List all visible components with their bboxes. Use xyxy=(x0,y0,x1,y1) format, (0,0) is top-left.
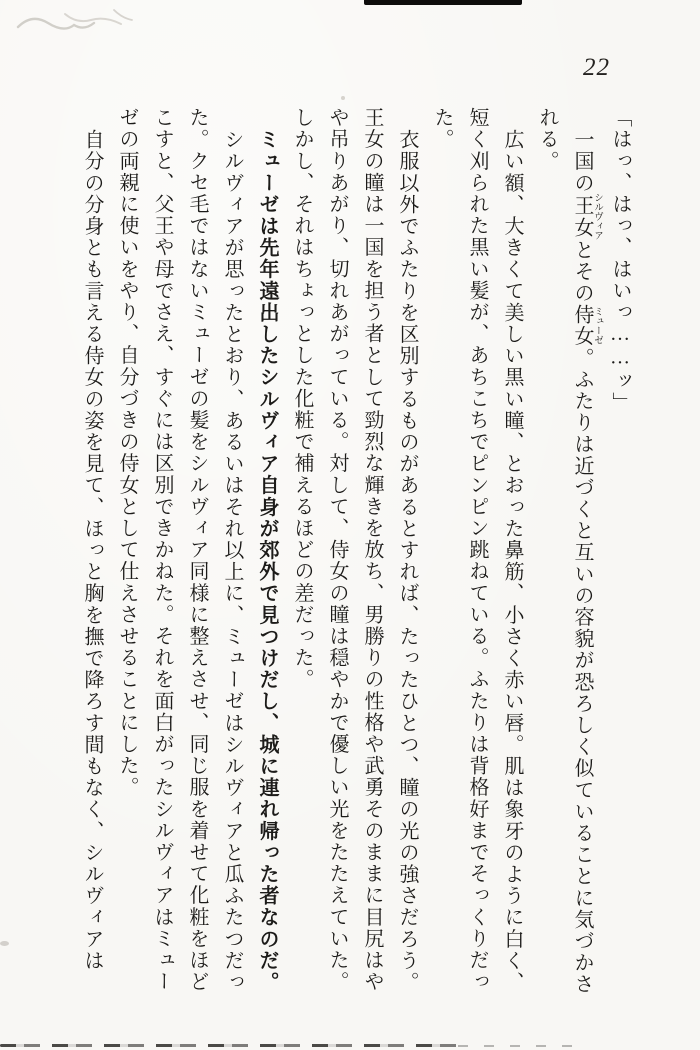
paragraph-p7: 自分の分身とも言える侍女の姿を見て、ほっと胸を撫で降ろす間もなく、シルヴィアは xyxy=(81,129,103,972)
page-number: 22 xyxy=(583,54,610,81)
paragraph-p3: 広い額、大きくて美しい黒い瞳、とおった鼻筋、小さく赤い唇。肌は象牙のように白く、短く刈られた黒い髪が、あちこちでピンピン跳ねている。ふたりは背格好までそっくりだった。 xyxy=(431,107,523,993)
scan-artifact-speck xyxy=(341,96,345,100)
paragraph-p5: ミューゼは先年遠出したシルヴィア自身が郊外で見つけだし、城に連れ帰った者なのだ。 xyxy=(256,129,278,993)
scan-artifact-top-edge-bar xyxy=(364,0,522,5)
paragraph-p1: 「はっ、はっ、はいっ……ッ」 xyxy=(609,107,631,414)
scan-artifact-corner-smudge xyxy=(10,2,160,47)
scan-artifact-bottom-edge xyxy=(0,1044,458,1047)
paragraph-p6: シルヴィアが思ったとおり、あるいはそれ以上に、ミューゼはシルヴィアと瓜ふたつだった。クセ毛ではないミューゼの髪をシルヴィア同様に整えさせ、同じ服を着せて化粧をほどこすと、父王や母でさえ、すぐには区別できかねた。それを面白がったシルヴィアはミューゼの両親に使いをやり、自分づきの侍女として仕えさせることにした。 xyxy=(116,107,243,993)
paragraph-p2: 一国の王女 シルヴィアとその侍女 ミューゼ。ふたりは近づくと互いの容貌が恐ろしく似ていることに気づかされる。 xyxy=(536,107,602,996)
scan-artifact-speck xyxy=(0,941,9,946)
paragraph-p4: 衣服以外でふたりを区別するものがあるとすれば、たったひとつ、瞳の光の強さだろう。王女の瞳は一国を担う者として勁烈な輝きを放ち、男勝りの性格や武勇そのままに目尻はやや吊りあがり、切れあがっている。対して、侍女の瞳は穏やかで優しい光をたたえていた。しかし、それはちょっとした化粧で補えるほどの差だった。 xyxy=(291,107,418,993)
scan-artifact-bottom-edge xyxy=(458,1045,578,1047)
page-text-block xyxy=(74,107,637,997)
ruby-annotated-word: 王女 シルヴィア xyxy=(571,192,602,241)
ruby-annotated-word: 侍女 ミューゼ xyxy=(571,303,602,348)
